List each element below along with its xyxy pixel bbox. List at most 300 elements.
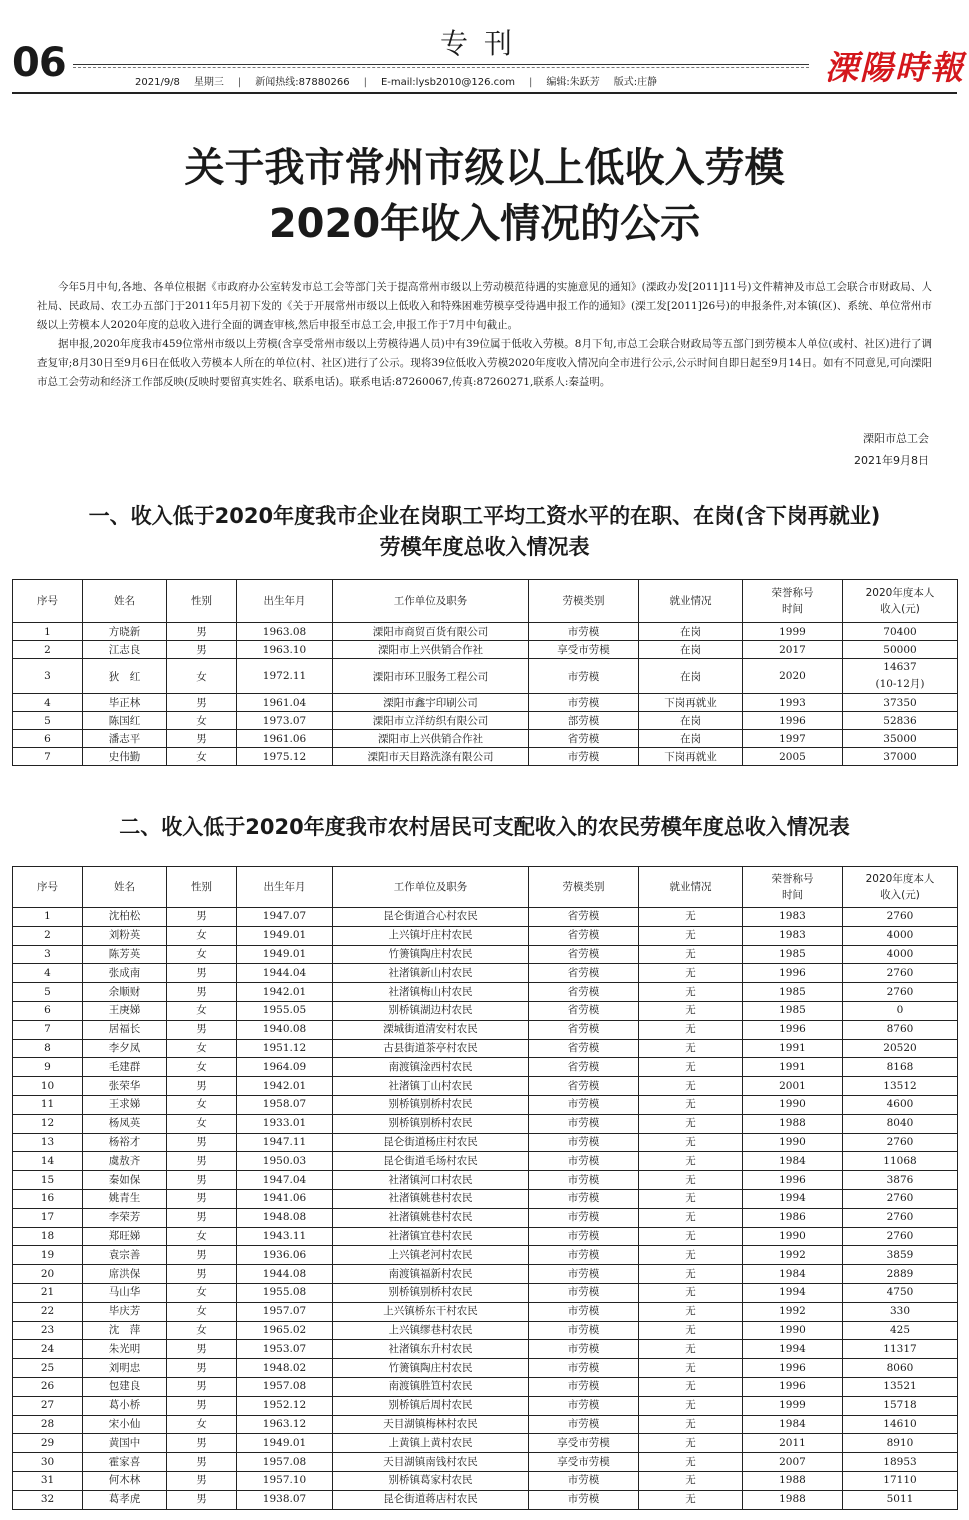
signoff (854, 428, 929, 472)
cell-employment: 无 (639, 1471, 743, 1490)
col-header-honor-line-1: 荣誉称号 (771, 587, 814, 599)
cell-category: 享受市劳模 (529, 1434, 639, 1453)
separator: | (237, 77, 242, 88)
signoff-org: 溧阳市总工会 (863, 432, 929, 445)
cell-income: 8168 (843, 1058, 958, 1077)
cell-honor-year: 1993 (743, 694, 843, 712)
header-bottom-rule (12, 92, 957, 94)
cell-birth: 1936.06 (237, 1246, 333, 1265)
cell-honor-year: 1990 (743, 1227, 843, 1246)
cell-gender: 男 (167, 1359, 237, 1378)
cell-employment: 无 (639, 908, 743, 927)
cell-name: 马山华 (83, 1283, 167, 1302)
cell-income: 0 (843, 1001, 958, 1020)
col-header-income-line-1: 2020年度本人 (865, 587, 935, 599)
cell-gender: 男 (167, 1265, 237, 1284)
cell-birth: 1961.04 (237, 694, 333, 712)
cell-workplace: 上黄镇上黄村农民 (333, 1434, 529, 1453)
cell-workplace: 社渚镇梅山村农民 (333, 983, 529, 1002)
cell-gender: 女 (167, 1415, 237, 1434)
table-header-row (13, 580, 958, 623)
cell-employment: 无 (639, 1189, 743, 1208)
cell-employment: 无 (639, 1133, 743, 1152)
cell-employment: 无 (639, 1208, 743, 1227)
section-1-title-line-1: 一、收入低于2020年度我市企业在岗职工平均工资水平的在职、在岗(含下岗再就业) (88, 504, 881, 528)
table-row (13, 1321, 958, 1340)
cell-birth: 1958.07 (237, 1095, 333, 1114)
col-header-honor-line-2: 时间 (782, 603, 803, 615)
table-row (13, 908, 958, 927)
cell-income (843, 659, 958, 694)
cell-workplace: 南渡镇胜笪村农民 (333, 1377, 529, 1396)
cell-name: 刘明忠 (83, 1359, 167, 1378)
cell-category: 市劳模 (529, 659, 639, 694)
section-2-title: 二、收入低于2020年度我市农村居民可支配收入的农民劳模年度总收入情况表 (119, 815, 850, 839)
cell-no: 16 (13, 1189, 83, 1208)
cell-gender: 女 (167, 945, 237, 964)
cell-category: 市劳模 (529, 1095, 639, 1114)
table-row (13, 1208, 958, 1227)
cell-honor-year: 1994 (743, 1340, 843, 1359)
cell-no: 14 (13, 1152, 83, 1171)
cell-employment: 在岗 (639, 623, 743, 641)
cell-category: 市劳模 (529, 1377, 639, 1396)
cell-birth: 1948.08 (237, 1208, 333, 1227)
cell-employment: 无 (639, 1114, 743, 1133)
cell-gender: 女 (167, 659, 237, 694)
cell-no: 5 (13, 712, 83, 730)
cell-workplace: 溧阳市环卫服务工程公司 (333, 659, 529, 694)
table-row (13, 1246, 958, 1265)
cell-gender: 女 (167, 1321, 237, 1340)
col-header-gender: 性别 (167, 580, 237, 623)
col-header-employment: 就业情况 (639, 867, 743, 908)
table-row (13, 1396, 958, 1415)
cell-income: 2760 (843, 1208, 958, 1227)
cell-birth: 1944.08 (237, 1265, 333, 1284)
cell-gender: 男 (167, 1246, 237, 1265)
cell-no: 6 (13, 1001, 83, 1020)
cell-workplace: 社渚镇新山村农民 (333, 964, 529, 983)
cell-no: 7 (13, 748, 83, 766)
cell-honor-year: 1988 (743, 1114, 843, 1133)
cell-name: 李夕凤 (83, 1039, 167, 1058)
cell-name: 陈芳英 (83, 945, 167, 964)
cell-no: 24 (13, 1340, 83, 1359)
cell-gender: 女 (167, 1302, 237, 1321)
cell-gender: 女 (167, 1039, 237, 1058)
cell-workplace: 竹箦镇陶庄村农民 (333, 1359, 529, 1378)
cell-workplace: 溧城街道清安村农民 (333, 1020, 529, 1039)
cell-honor-year: 1985 (743, 983, 843, 1002)
cell-birth: 1965.02 (237, 1321, 333, 1340)
cell-workplace: 社渚镇宜巷村农民 (333, 1227, 529, 1246)
intro-paragraph-1: 今年5月中旬,各地、各单位根据《市政府办公室转发市总工会等部门关于提高常州市级以上劳动模范待遇的实施意见的通知》(溧政办发[2011]11号)文件精神及市总工会联合市财政局、人社局、民政局、农工办五部门于2011年5月初下发的《关于开展常州市级以上低收入和特殊困难劳模享受待遇申报工作的通知》(溧工发[2011]26号)的申报条件,对本镇(区)、系统、单位常州市级以上劳模本人2020年度的总收入进行全面的调查审核,然后申报至市总工会,申报工作于7月中旬截止。 (37, 281, 932, 331)
cell-no: 2 (13, 926, 83, 945)
issue-date: 2021/9/8 (135, 77, 180, 88)
cell-no: 18 (13, 1227, 83, 1246)
cell-employment: 无 (639, 1227, 743, 1246)
cell-income-note: (10-12月) (875, 678, 925, 690)
cell-honor-year: 1996 (743, 1020, 843, 1039)
table-row (13, 730, 958, 748)
cell-income: 52836 (843, 712, 958, 730)
col-header-honor-year (743, 580, 843, 623)
col-header-income (843, 580, 958, 623)
cell-gender: 女 (167, 1001, 237, 1020)
masthead (0, 0, 969, 96)
cell-gender: 男 (167, 1189, 237, 1208)
cell-no: 2 (13, 641, 83, 659)
editor-credit: 编辑:朱跃芳 (546, 77, 600, 88)
table-row (13, 945, 958, 964)
cell-no: 32 (13, 1490, 83, 1509)
cell-gender: 男 (167, 1377, 237, 1396)
cell-name: 包建良 (83, 1377, 167, 1396)
cell-name: 葛孝虎 (83, 1490, 167, 1509)
cell-employment: 在岗 (639, 730, 743, 748)
cell-gender: 男 (167, 983, 237, 1002)
cell-employment: 无 (639, 1077, 743, 1096)
cell-category: 省劳模 (529, 1077, 639, 1096)
cell-employment: 无 (639, 1434, 743, 1453)
cell-name: 毛建群 (83, 1058, 167, 1077)
cell-employment: 在岗 (639, 659, 743, 694)
cell-income: 11068 (843, 1152, 958, 1171)
cell-honor-year: 1988 (743, 1490, 843, 1509)
cell-name: 虞敖齐 (83, 1152, 167, 1171)
cell-income: 2760 (843, 1133, 958, 1152)
cell-employment: 无 (639, 926, 743, 945)
cell-name: 刘粉英 (83, 926, 167, 945)
cell-category: 市劳模 (529, 1396, 639, 1415)
col-header-honor-year (743, 867, 843, 908)
cell-employment: 无 (639, 1415, 743, 1434)
cell-birth: 1972.11 (237, 659, 333, 694)
cell-category: 市劳模 (529, 1114, 639, 1133)
cell-name: 郑旺娣 (83, 1227, 167, 1246)
cell-honor-year: 1983 (743, 908, 843, 927)
table-row (13, 1020, 958, 1039)
cell-category: 市劳模 (529, 1208, 639, 1227)
cell-birth: 1941.06 (237, 1189, 333, 1208)
page-number: 06 (12, 40, 66, 86)
cell-birth: 1953.07 (237, 1340, 333, 1359)
cell-workplace: 溧阳市上兴供销合作社 (333, 730, 529, 748)
cell-employment: 无 (639, 1453, 743, 1472)
cell-workplace: 上兴镇老河村农民 (333, 1246, 529, 1265)
table-row (13, 1189, 958, 1208)
cell-name: 潘志平 (83, 730, 167, 748)
cell-category: 享受市劳模 (529, 1453, 639, 1472)
cell-gender: 男 (167, 1396, 237, 1415)
cell-birth: 1963.08 (237, 623, 333, 641)
cell-category: 市劳模 (529, 694, 639, 712)
cell-category: 市劳模 (529, 1302, 639, 1321)
col-header-income-line-2: 收入(元) (880, 603, 920, 615)
cell-income: 2760 (843, 1189, 958, 1208)
table-row (13, 1490, 958, 1509)
cell-no: 7 (13, 1020, 83, 1039)
cell-workplace: 上兴镇缪巷村农民 (333, 1321, 529, 1340)
cell-category: 部劳模 (529, 712, 639, 730)
col-header-name: 姓名 (83, 867, 167, 908)
cell-name: 张荣华 (83, 1077, 167, 1096)
signoff-date: 2021年9月8日 (854, 454, 929, 467)
header-meta (135, 73, 671, 88)
col-header-no: 序号 (13, 867, 83, 908)
cell-no: 21 (13, 1283, 83, 1302)
cell-name: 沈 萍 (83, 1321, 167, 1340)
cell-no: 3 (13, 945, 83, 964)
cell-category: 享受市劳模 (529, 641, 639, 659)
cell-no: 6 (13, 730, 83, 748)
cell-name: 张成南 (83, 964, 167, 983)
cell-birth: 1957.08 (237, 1377, 333, 1396)
cell-workplace: 别桥镇葛家村农民 (333, 1471, 529, 1490)
cell-income: 8040 (843, 1114, 958, 1133)
cell-birth: 1955.08 (237, 1283, 333, 1302)
cell-workplace: 上兴镇桥东干村农民 (333, 1302, 529, 1321)
cell-workplace: 别桥镇别桥村农民 (333, 1095, 529, 1114)
cell-no: 26 (13, 1377, 83, 1396)
cell-gender: 男 (167, 1434, 237, 1453)
cell-gender: 男 (167, 1471, 237, 1490)
cell-honor-year: 2011 (743, 1434, 843, 1453)
cell-gender: 女 (167, 1283, 237, 1302)
cell-honor-year: 2020 (743, 659, 843, 694)
col-header-birth: 出生年月 (237, 867, 333, 908)
table-row (13, 983, 958, 1002)
cell-workplace: 别桥镇湖边村农民 (333, 1001, 529, 1020)
cell-no: 3 (13, 659, 83, 694)
table-row (13, 1340, 958, 1359)
article-title (0, 140, 969, 252)
cell-name: 姚青生 (83, 1189, 167, 1208)
cell-birth: 1951.12 (237, 1039, 333, 1058)
cell-workplace: 昆仑街道杨庄村农民 (333, 1133, 529, 1152)
cell-workplace: 社渚镇姚巷村农民 (333, 1189, 529, 1208)
section-name: 专刊 (440, 27, 529, 60)
table-row (13, 1133, 958, 1152)
cell-birth: 1947.04 (237, 1171, 333, 1190)
table-header-row (13, 867, 958, 908)
table-row (13, 694, 958, 712)
cell-workplace: 古县街道茶亭村农民 (333, 1039, 529, 1058)
cell-honor-year: 1984 (743, 1152, 843, 1171)
cell-birth: 1975.12 (237, 748, 333, 766)
cell-category: 市劳模 (529, 1171, 639, 1190)
cell-employment: 无 (639, 1490, 743, 1509)
cell-honor-year: 1990 (743, 1133, 843, 1152)
cell-birth: 1973.07 (237, 712, 333, 730)
cell-income: 17110 (843, 1471, 958, 1490)
layout-credit: 版式:庄静 (613, 77, 658, 88)
table-row (13, 1095, 958, 1114)
col-header-birth: 出生年月 (237, 580, 333, 623)
cell-name: 杨裕才 (83, 1133, 167, 1152)
table-row (13, 1283, 958, 1302)
col-header-workplace: 工作单位及职务 (333, 867, 529, 908)
cell-honor-year: 1996 (743, 712, 843, 730)
cell-name: 李荣芳 (83, 1208, 167, 1227)
col-header-workplace: 工作单位及职务 (333, 580, 529, 623)
cell-honor-year: 1991 (743, 1039, 843, 1058)
cell-birth: 1961.06 (237, 730, 333, 748)
cell-name: 毕庆芳 (83, 1302, 167, 1321)
cell-employment: 无 (639, 945, 743, 964)
cell-gender: 女 (167, 712, 237, 730)
cell-employment: 无 (639, 1058, 743, 1077)
cell-employment: 无 (639, 1321, 743, 1340)
table-row (13, 1001, 958, 1020)
cell-birth: 1933.01 (237, 1114, 333, 1133)
table-row (13, 748, 958, 766)
cell-income: 18953 (843, 1453, 958, 1472)
table-row (13, 1302, 958, 1321)
cell-gender: 男 (167, 1453, 237, 1472)
cell-name: 席洪保 (83, 1265, 167, 1284)
cell-employment: 无 (639, 1001, 743, 1020)
cell-no: 11 (13, 1095, 83, 1114)
cell-income: 15718 (843, 1396, 958, 1415)
col-header-gender: 性别 (167, 867, 237, 908)
cell-workplace: 昆仑街道毛场村农民 (333, 1152, 529, 1171)
cell-income: 37350 (843, 694, 958, 712)
cell-no: 12 (13, 1114, 83, 1133)
cell-category: 市劳模 (529, 1471, 639, 1490)
cell-gender: 男 (167, 1152, 237, 1171)
cell-no: 25 (13, 1359, 83, 1378)
cell-gender: 男 (167, 1208, 237, 1227)
cell-employment: 在岗 (639, 712, 743, 730)
cell-birth: 1943.11 (237, 1227, 333, 1246)
cell-no: 23 (13, 1321, 83, 1340)
cell-name: 方晓新 (83, 623, 167, 641)
table-row (13, 1039, 958, 1058)
cell-name: 沈柏松 (83, 908, 167, 927)
cell-honor-year: 1994 (743, 1189, 843, 1208)
cell-birth: 1947.11 (237, 1133, 333, 1152)
cell-workplace: 溧阳市上兴供销合作社 (333, 641, 529, 659)
cell-gender: 女 (167, 1114, 237, 1133)
col-header-category: 劳模类别 (529, 580, 639, 623)
cell-birth: 1947.07 (237, 908, 333, 927)
cell-income: 14610 (843, 1415, 958, 1434)
cell-no: 22 (13, 1302, 83, 1321)
cell-honor-year: 2005 (743, 748, 843, 766)
cell-birth: 1949.01 (237, 926, 333, 945)
col-header-income (843, 867, 958, 908)
cell-employment: 无 (639, 1359, 743, 1378)
cell-gender: 男 (167, 908, 237, 927)
cell-workplace: 昆仑街道蒋店村农民 (333, 1490, 529, 1509)
cell-workplace: 南渡镇福新村农民 (333, 1265, 529, 1284)
separator: | (363, 77, 367, 88)
table-row (13, 659, 958, 694)
cell-income: 11317 (843, 1340, 958, 1359)
cell-category: 市劳模 (529, 1340, 639, 1359)
cell-honor-year: 1990 (743, 1095, 843, 1114)
cell-category: 市劳模 (529, 1246, 639, 1265)
cell-honor-year: 1986 (743, 1208, 843, 1227)
col-header-honor-line-2: 时间 (782, 889, 803, 901)
table-row (13, 926, 958, 945)
col-header-honor-line-1: 荣誉称号 (771, 873, 814, 885)
cell-name: 宋小仙 (83, 1415, 167, 1434)
cell-no: 15 (13, 1171, 83, 1190)
cell-name: 陈国红 (83, 712, 167, 730)
cell-workplace: 南渡镇淦西村农民 (333, 1058, 529, 1077)
cell-workplace: 社渚镇东升村农民 (333, 1340, 529, 1359)
col-header-name: 姓名 (83, 580, 167, 623)
cell-category: 省劳模 (529, 1039, 639, 1058)
cell-name: 史伟勤 (83, 748, 167, 766)
cell-no: 30 (13, 1453, 83, 1472)
table-row (13, 1434, 958, 1453)
cell-gender: 女 (167, 1095, 237, 1114)
cell-income: 70400 (843, 623, 958, 641)
cell-no: 19 (13, 1246, 83, 1265)
cell-honor-year: 1996 (743, 1359, 843, 1378)
col-header-employment: 就业情况 (639, 580, 743, 623)
cell-income: 3876 (843, 1171, 958, 1190)
cell-honor-year: 1996 (743, 964, 843, 983)
table-row (13, 1227, 958, 1246)
cell-category: 省劳模 (529, 1020, 639, 1039)
cell-no: 28 (13, 1415, 83, 1434)
cell-category: 省劳模 (529, 908, 639, 927)
cell-honor-year: 1996 (743, 1171, 843, 1190)
article-title-line-1: 关于我市常州市级以上低收入劳模 (184, 145, 785, 191)
cell-employment: 下岗再就业 (639, 694, 743, 712)
cell-birth: 1963.12 (237, 1415, 333, 1434)
cell-birth: 1957.07 (237, 1302, 333, 1321)
cell-employment: 在岗 (639, 641, 743, 659)
cell-gender: 男 (167, 1133, 237, 1152)
cell-income: 8910 (843, 1434, 958, 1453)
table-row (13, 1377, 958, 1396)
cell-honor-year: 1984 (743, 1415, 843, 1434)
cell-name: 秦如保 (83, 1171, 167, 1190)
cell-no: 8 (13, 1039, 83, 1058)
cell-no: 20 (13, 1265, 83, 1284)
cell-employment: 无 (639, 1152, 743, 1171)
cell-workplace: 别桥镇后周村农民 (333, 1396, 529, 1415)
cell-honor-year: 2001 (743, 1077, 843, 1096)
cell-birth: 1938.07 (237, 1490, 333, 1509)
cell-gender: 男 (167, 1077, 237, 1096)
cell-name: 王庚娣 (83, 1001, 167, 1020)
cell-name: 杨凤英 (83, 1114, 167, 1133)
cell-gender: 女 (167, 748, 237, 766)
table-row (13, 1114, 958, 1133)
cell-birth: 1963.10 (237, 641, 333, 659)
news-hotline: 新闻热线:87880266 (255, 77, 350, 88)
cell-income: 4000 (843, 945, 958, 964)
cell-gender: 男 (167, 623, 237, 641)
cell-workplace: 溧阳市商贸百货有限公司 (333, 623, 529, 641)
cell-name: 狄 红 (83, 659, 167, 694)
cell-employment: 无 (639, 1302, 743, 1321)
cell-income: 330 (843, 1302, 958, 1321)
cell-birth: 1948.02 (237, 1359, 333, 1378)
cell-gender: 男 (167, 694, 237, 712)
cell-category: 市劳模 (529, 748, 639, 766)
cell-workplace: 社渚镇河口村农民 (333, 1171, 529, 1190)
cell-honor-year: 1984 (743, 1265, 843, 1284)
cell-no: 1 (13, 908, 83, 927)
